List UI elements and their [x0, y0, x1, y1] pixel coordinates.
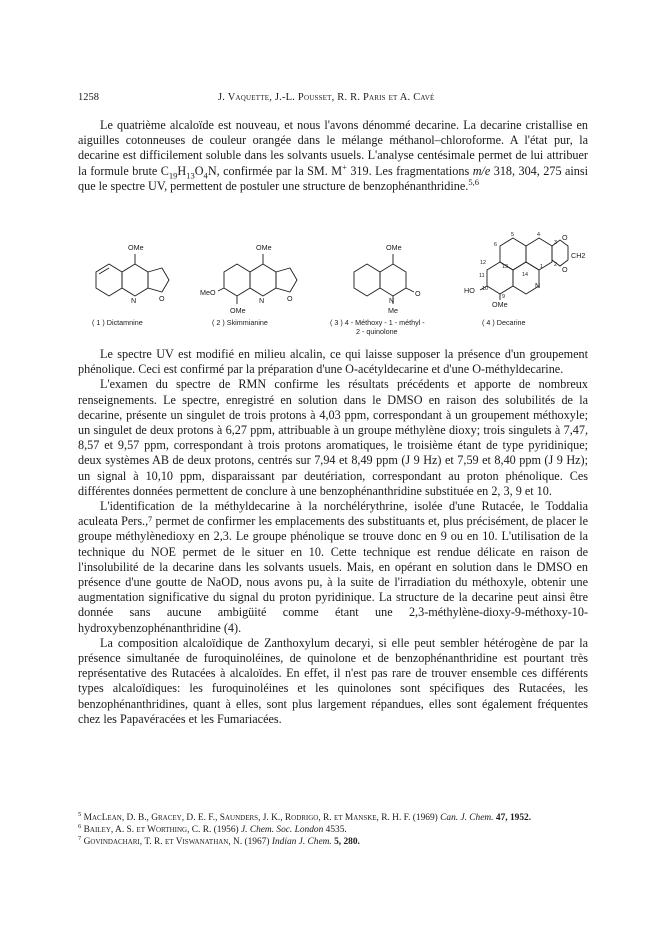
atom-ome: OMe — [492, 300, 508, 309]
footnote-6: $^6$ Bailey, A. S. et Worthing, C. R. (1956) J. Chem. Soc. London 4535. — [78, 823, 347, 836]
structure-quinolone — [330, 243, 425, 336]
num-9: 9 — [502, 294, 505, 300]
footnote-7: $^7$ Govindachari, T. R. et Viswanathan, N. (1967) Indian J. Chem. 5, 280. — [78, 835, 360, 848]
paragraph-uv: Le spectre UV est modifié en milieu alcalin, ce qui laisse supposer la présence d'un groupement phénolique. Ceci est confirmé par la préparation d'une O-acétyldecarine et d'une O-méthyldecarine. — [78, 347, 588, 377]
structure-decarine — [464, 232, 585, 327]
footnote-5: $^5$ MacLean, D. B., Gracey, D. E. F., Saunders, J. K., Rodrigo, R. et Manske, R. H. F. (1969) Can. J. Chem. 47, 1952. — [78, 810, 532, 823]
label-dictamnine: ( 1 ) Dictamnine — [92, 318, 143, 327]
atom-o: O — [415, 289, 421, 298]
atom-o: O — [159, 294, 165, 303]
label-skimmianine: ( 2 ) Skimmianine — [212, 318, 268, 327]
atom-n: N — [389, 296, 395, 305]
atom-meo: MeO — [200, 288, 216, 297]
structure-dictamnine — [92, 243, 169, 327]
body-paragraphs — [78, 347, 588, 727]
atom-o-2: O — [562, 265, 568, 274]
atom-o-1: O — [562, 233, 568, 242]
atom-n: N — [259, 296, 265, 305]
atom-me: Me — [388, 306, 398, 315]
atom-ome-top: OMe — [256, 243, 272, 252]
num-14: 14 — [522, 272, 528, 278]
num-6: 6 — [494, 242, 497, 248]
num-1: 1 — [540, 264, 543, 270]
atom-ome: OMe — [128, 243, 144, 252]
num-10: 10 — [482, 286, 488, 292]
running-head: J. Vaquette, J.-L. Pousset, R. R. Paris et A. Cavé — [218, 92, 435, 103]
paragraph-composition: La composition alcaloïdique de Zanthoxylum decaryi, si elle peut sembler hétérogène de par la présence simultanée de furoquinoléines, de quinolone et de benzophénanthridine est pourtant très représentative des Rutacées à alcaloïdes. En effet, il n'est pas rare de trouver ensemble ces différents types alcaloïdiques: les furoquinoléines et les quinolones sont spécifiques des Rutacées, les benzophénanthridines, quant à elles, sont plus largement répandues, elles sont également fréquentes chez les Papavéracées et les Fumariacées. — [78, 635, 588, 726]
atom-n: N — [131, 296, 137, 305]
atom-ch2: CH2 — [571, 251, 586, 260]
structures-svg — [78, 232, 588, 340]
atom-ome: OMe — [386, 243, 402, 252]
page-number: 1258 — [78, 92, 99, 103]
structures-figure — [78, 232, 588, 340]
paragraph-intro: Le quatrième alcaloïde est nouveau, et nous l'avons dénommé decarine. La decarine cristallise en aiguilles cotonneuses de couleur orangée dans le mélange méthanol–chloroforme. A l'état pur, la decarine est difficilement soluble dans les solvants usuels. L'analyse centésimale permet de lui attribuer la formule brute $C_{19}H_{13}O_4N$, confirmée par la SM. M+ 319. Les fragmentations m/e 318, 304, 275 ainsi que le spectre UV, permettent de postuler une structure de benzophénanthridine.$^{5,6}$ — [78, 118, 588, 193]
atom-n: N — [535, 281, 541, 290]
num-5: 5 — [511, 232, 514, 238]
atom-ho: HO — [464, 286, 475, 295]
label-quinolone-1: ( 3 ) 4 - Méthoxy - 1 - méthyl - — [330, 318, 425, 327]
num-2: 2 — [554, 262, 557, 268]
label-decarine: ( 4 ) Decarine — [482, 318, 526, 327]
atom-ome-bottom: OMe — [230, 306, 246, 315]
label-quinolone-2: 2 - quinolone — [356, 327, 398, 336]
structure-skimmianine — [200, 243, 297, 327]
num-11: 11 — [479, 273, 485, 279]
num-12: 12 — [480, 260, 486, 266]
num-3: 3 — [554, 240, 557, 246]
num-4: 4 — [537, 232, 540, 238]
paragraph-identification: L'identification de la méthyldecarine à la norchélérythrine, isolée d'une Rutacée, le Toddalia aculeata Pers.,⁷ permet de confirmer les emplacements des substituants et, plus précisément, de placer le groupe méthylènedioxy en 2,3. Le groupe phénolique se trouve donc en 9 ou en 10. L'utilisation de la technique du NOE permet de le situer en 10. Cette technique est rendue délicate en raison de l'insolubilité de la decarine dans les solvants usuels. Mais, en opérant en solution dans le DMSO en présence d'une goutte de NaOD, nous avons pu, à la suite de l'irradiation du méthoxyle, obtenir une augmentation significative du signal du proton pyridinique. La structure de la decarine peut ainsi être donnée sans aucune ambigüité comme étant une 2,3-méthylène-dioxy-9-méthoxy-10-hydroxybenzophénanthridine (4). — [78, 499, 588, 635]
footnotes — [78, 812, 588, 849]
num-13: 13 — [502, 264, 508, 270]
atom-o: O — [287, 294, 293, 303]
paragraph-rmn: L'examen du spectre de RMN confirme les résultats précédents et apporte de nombreux renseignements. Le spectre, enregistré en solution dans le DMSO en raison des solubilités de la decarine, présente un singulet de trois protons à 4,03 ppm, correspondant à un groupement méthoxyle; un singulet de deux protons à 6,27 ppm, attribuable à un groupe méthylène dioxy; trois singulets à 7,47, 8,57 et 9,57 ppm, correspondant à trois protons aromatiques, le troisième étant de type pyridinique; deux systèmes AB de deux protons, centrés sur 7,94 et 8,49 ppm (J 9 Hz) et 7,59 et 8,40 ppm (J 9 Hz); un signal à 10,10 ppm, disparaissant par deutériation, correspondant au proton phénolique. Ces différentes données permettent de conclure à une benzophénanthridine substituée en 2, 3, 9 et 10. — [78, 377, 588, 498]
